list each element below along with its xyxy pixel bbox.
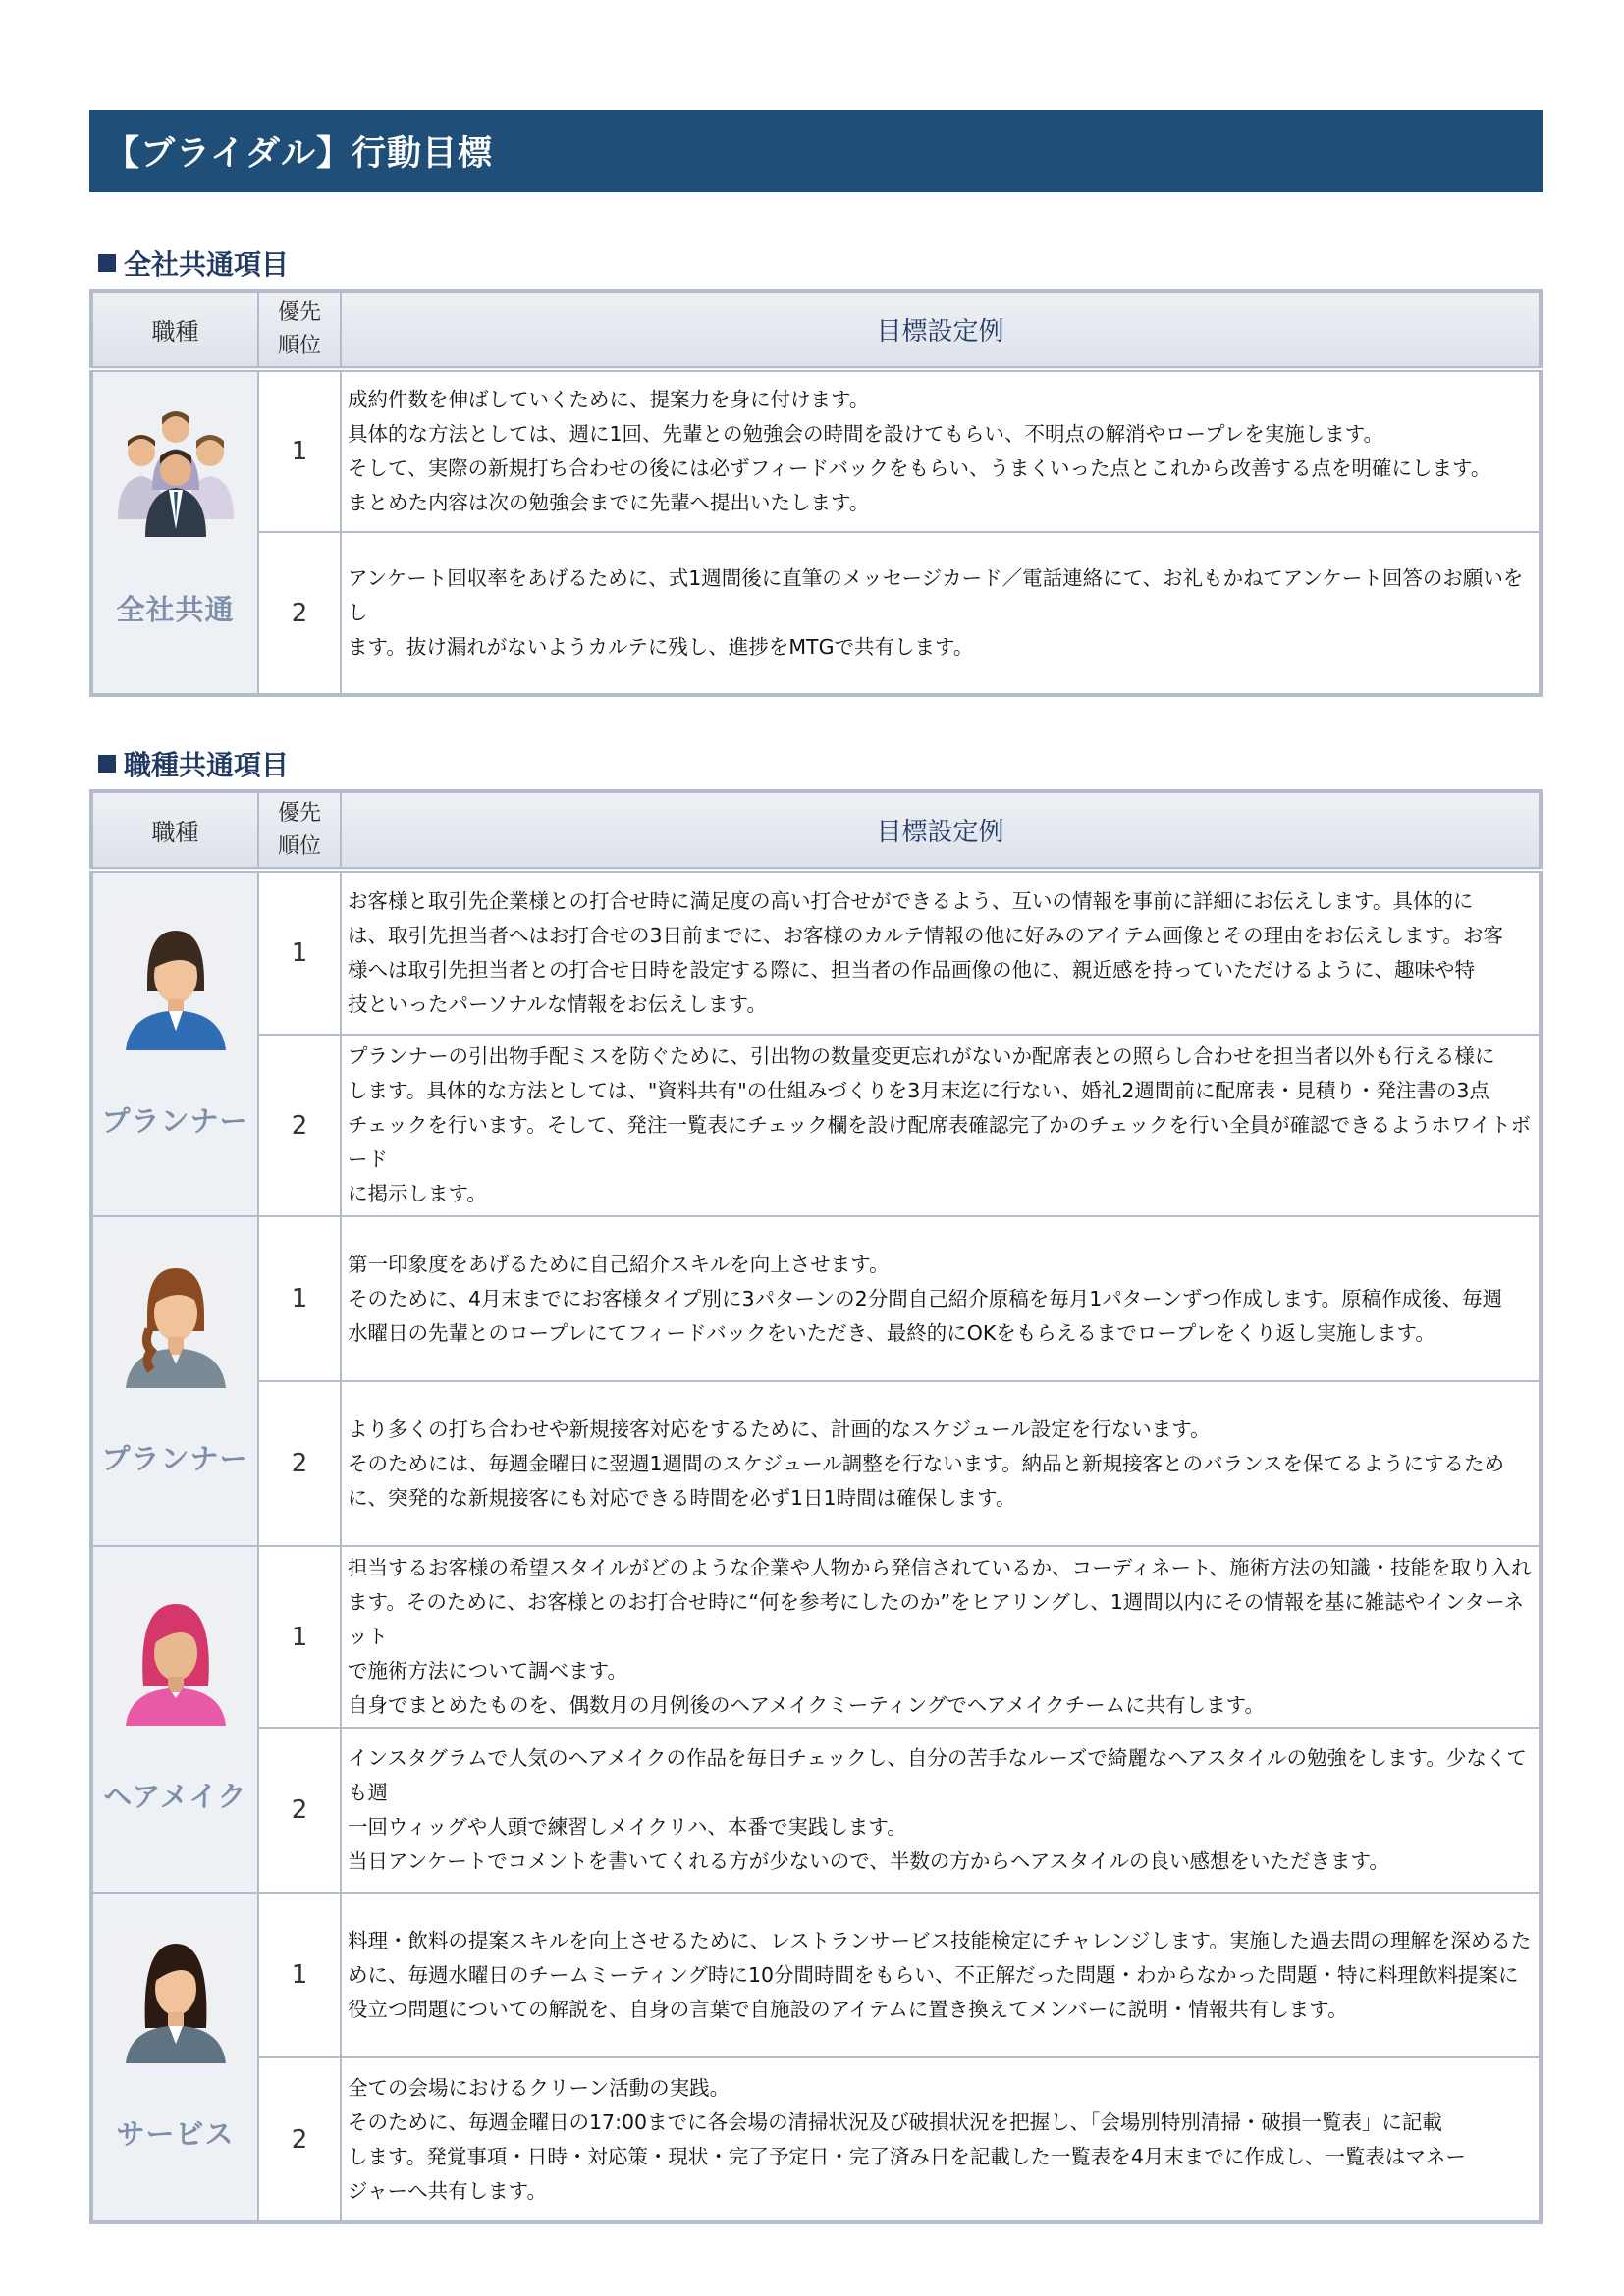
priority-cell: 2 [258,2057,341,2222]
table-row [91,1216,1541,1381]
role-label: サービス [116,2117,235,2151]
goal-text-cell: お客様と取引先企業様との打合せ時に満足度の高い打合せができるよう、互いの情報を事前に詳細にお伝えします。具体的に は、取引先担当者へはお打合せの3日前までに、お客様のカルテ情報の他に好みのアイテム画像とその理由をお伝えします。お客 様へは取引先担当者との打合せ日時を設定する際に、担当者の作品画像の他に、親近感を持っていただけるように、趣味や特 技といったパーソナルな情報をお伝えします。 [341,870,1541,1035]
header-priority: 優先 順位 [258,291,341,369]
priority-cell: 2 [258,1035,341,1216]
role-label: プランナー [101,1441,249,1475]
page-title: 【ブライダル】行動目標 [89,110,1543,192]
table-row [91,870,1541,1035]
priority-cell: 1 [258,369,341,532]
square-bullet-icon [98,755,116,773]
table-row [91,1381,1541,1546]
table-row [91,1546,1541,1728]
header-priority: 優先 順位 [258,791,341,870]
table-header-row [91,291,1541,369]
section-heading-company: 全社共通項目 [98,243,289,283]
role-cell [91,870,258,1216]
goal-text-cell: 料理・飲料の提案スキルを向上させるために、レストランサービス技能検定にチャレンジします。実施した過去問の理解を深めるた めに、毎週水曜日のチームミーティング時に10分間時間をもらい、不正解だった問題・わからなかった問題・特に料理飲料提案に 役立つ問題についての解説を、自身の言葉で自施設のアイテムに置き換えてメンバーに説明・情報共有します。 [341,1893,1541,2057]
role-goals-table [89,789,1543,2224]
table-row [91,532,1541,695]
goal-text-cell: より多くの打ち合わせや新規接客対応をするために、計画的なスケジュール設定を行ないます。 そのためには、毎週金曜日に翌週1週間のスケジュール調整を行ないます。納品と新規接客とのバランスを保てるようにするため に、突発的な新規接客にも対応できる時間を必ず1日1時間は確保します。 [341,1381,1541,1546]
priority-cell: 2 [258,532,341,695]
priority-cell: 1 [258,1216,341,1381]
priority-cell: 1 [258,1893,341,2057]
group-icon [105,398,246,543]
woman-braid-icon [105,1247,246,1392]
role-cell [91,1216,258,1546]
header-role: 職種 [91,291,258,369]
table-header-row [91,791,1541,870]
goal-text-cell: 全ての会場におけるクリーン活動の実践。 そのために、毎週金曜日の17:00までに各会場の清掃状況及び破損状況を把握し、「会場別特別清掃・破損一覧表」に記載 します。発覚事項・日時・対応策・現状・完了予定日・完了済み日を記載した一覧表を4月末までに作成し、一覧表はマネー ジャーへ共有します。 [341,2057,1541,2222]
role-cell [91,369,258,695]
role-label: ヘアメイク [103,1780,247,1813]
goal-text-cell: アンケート回収率をあげるために、式1週間後に直筆のメッセージカード／電話連絡にて、お礼もかねてアンケート回答のお願いをし ます。抜け漏れがないようカルテに残し、進捗をMTGで共有します。 [341,532,1541,695]
priority-cell: 2 [258,1728,341,1893]
goal-text-cell: 成約件数を伸ばしていくために、提案力を身に付けます。 具体的な方法としては、週に1回、先輩との勉強会の時間を設けてもらい、不明点の解消やロープレを実施します。 そして、実際の新規打ち合わせの後には必ずフィードバックをもらい、うまくいった点とこれから改善する点を明確にします。 まとめた内容は次の勉強会までに先輩へ提出いたします。 [341,369,1541,532]
woman-service-icon [105,1922,246,2067]
role-label: プランナー [101,1104,249,1138]
woman-hairmake-icon [105,1584,246,1730]
company-goals-table [89,289,1543,697]
header-role: 職種 [91,791,258,870]
square-bullet-icon [98,254,116,272]
goal-text-cell: インスタグラムで人気のヘアメイクの作品を毎日チェックし、自分の苦手なルーズで綺麗なヘアスタイルの勉強をします。少なくても週 一回ウィッグや人頭で練習しメイクリハ、本番で実践します。 当日アンケートでコメントを書いてくれる方が少ないので、半数の方からヘアスタイルの良い感想をいただきます。 [341,1728,1541,1893]
priority-cell: 1 [258,1546,341,1728]
role-cell [91,1893,258,2222]
section-heading-role: 職種共通項目 [98,744,289,783]
priority-cell: 1 [258,870,341,1035]
table-row [91,1893,1541,2057]
header-goal: 目標設定例 [341,291,1541,369]
table-row [91,1728,1541,1893]
role-cell [91,1546,258,1893]
role-label: 全社共通 [116,593,235,626]
goal-text-cell: プランナーの引出物手配ミスを防ぐために、引出物の数量変更忘れがないか配席表との照らし合わせを担当者以外も行える様に します。具体的な方法としては、"資料共有"の仕組みづくりを3月末迄に行ない、婚礼2週間前に配席表・見積り・発注書の3点 チェックを行います。そして、発注一覧表にチェック欄を設け配席表確認完了かのチェックを行い全員が確認できるようホワイトボード に掲示します。 [341,1035,1541,1216]
table-row [91,1035,1541,1216]
priority-cell: 2 [258,1381,341,1546]
header-goal: 目標設定例 [341,791,1541,870]
goal-text-cell: 第一印象度をあげるために自己紹介スキルを向上させます。 そのために、4月末までにお客様タイプ別に3パターンの2分間自己紹介原稿を毎月1パターンずつ作成します。原稿作成後、毎週 水曜日の先輩とのロープレにてフィードバックをいただき、最終的にOKをもらえるまでロープレをくり返し実施します。 [341,1216,1541,1381]
woman-planner-icon [105,909,246,1054]
table-row [91,369,1541,532]
table-row [91,2057,1541,2222]
goal-text-cell: 担当するお客様の希望スタイルがどのような企業や人物から発信されているか、コーディネート、施術方法の知識・技能を取り入れ ます。そのために、お客様とのお打合せ時に“何を参考にしたのか”をヒアリングし、1週間以内にその情報を基に雑誌やインターネット で施術方法について調べます。 自身でまとめたものを、偶数月の月例後のヘアメイクミーティングでヘアメイクチームに共有します。 [341,1546,1541,1728]
